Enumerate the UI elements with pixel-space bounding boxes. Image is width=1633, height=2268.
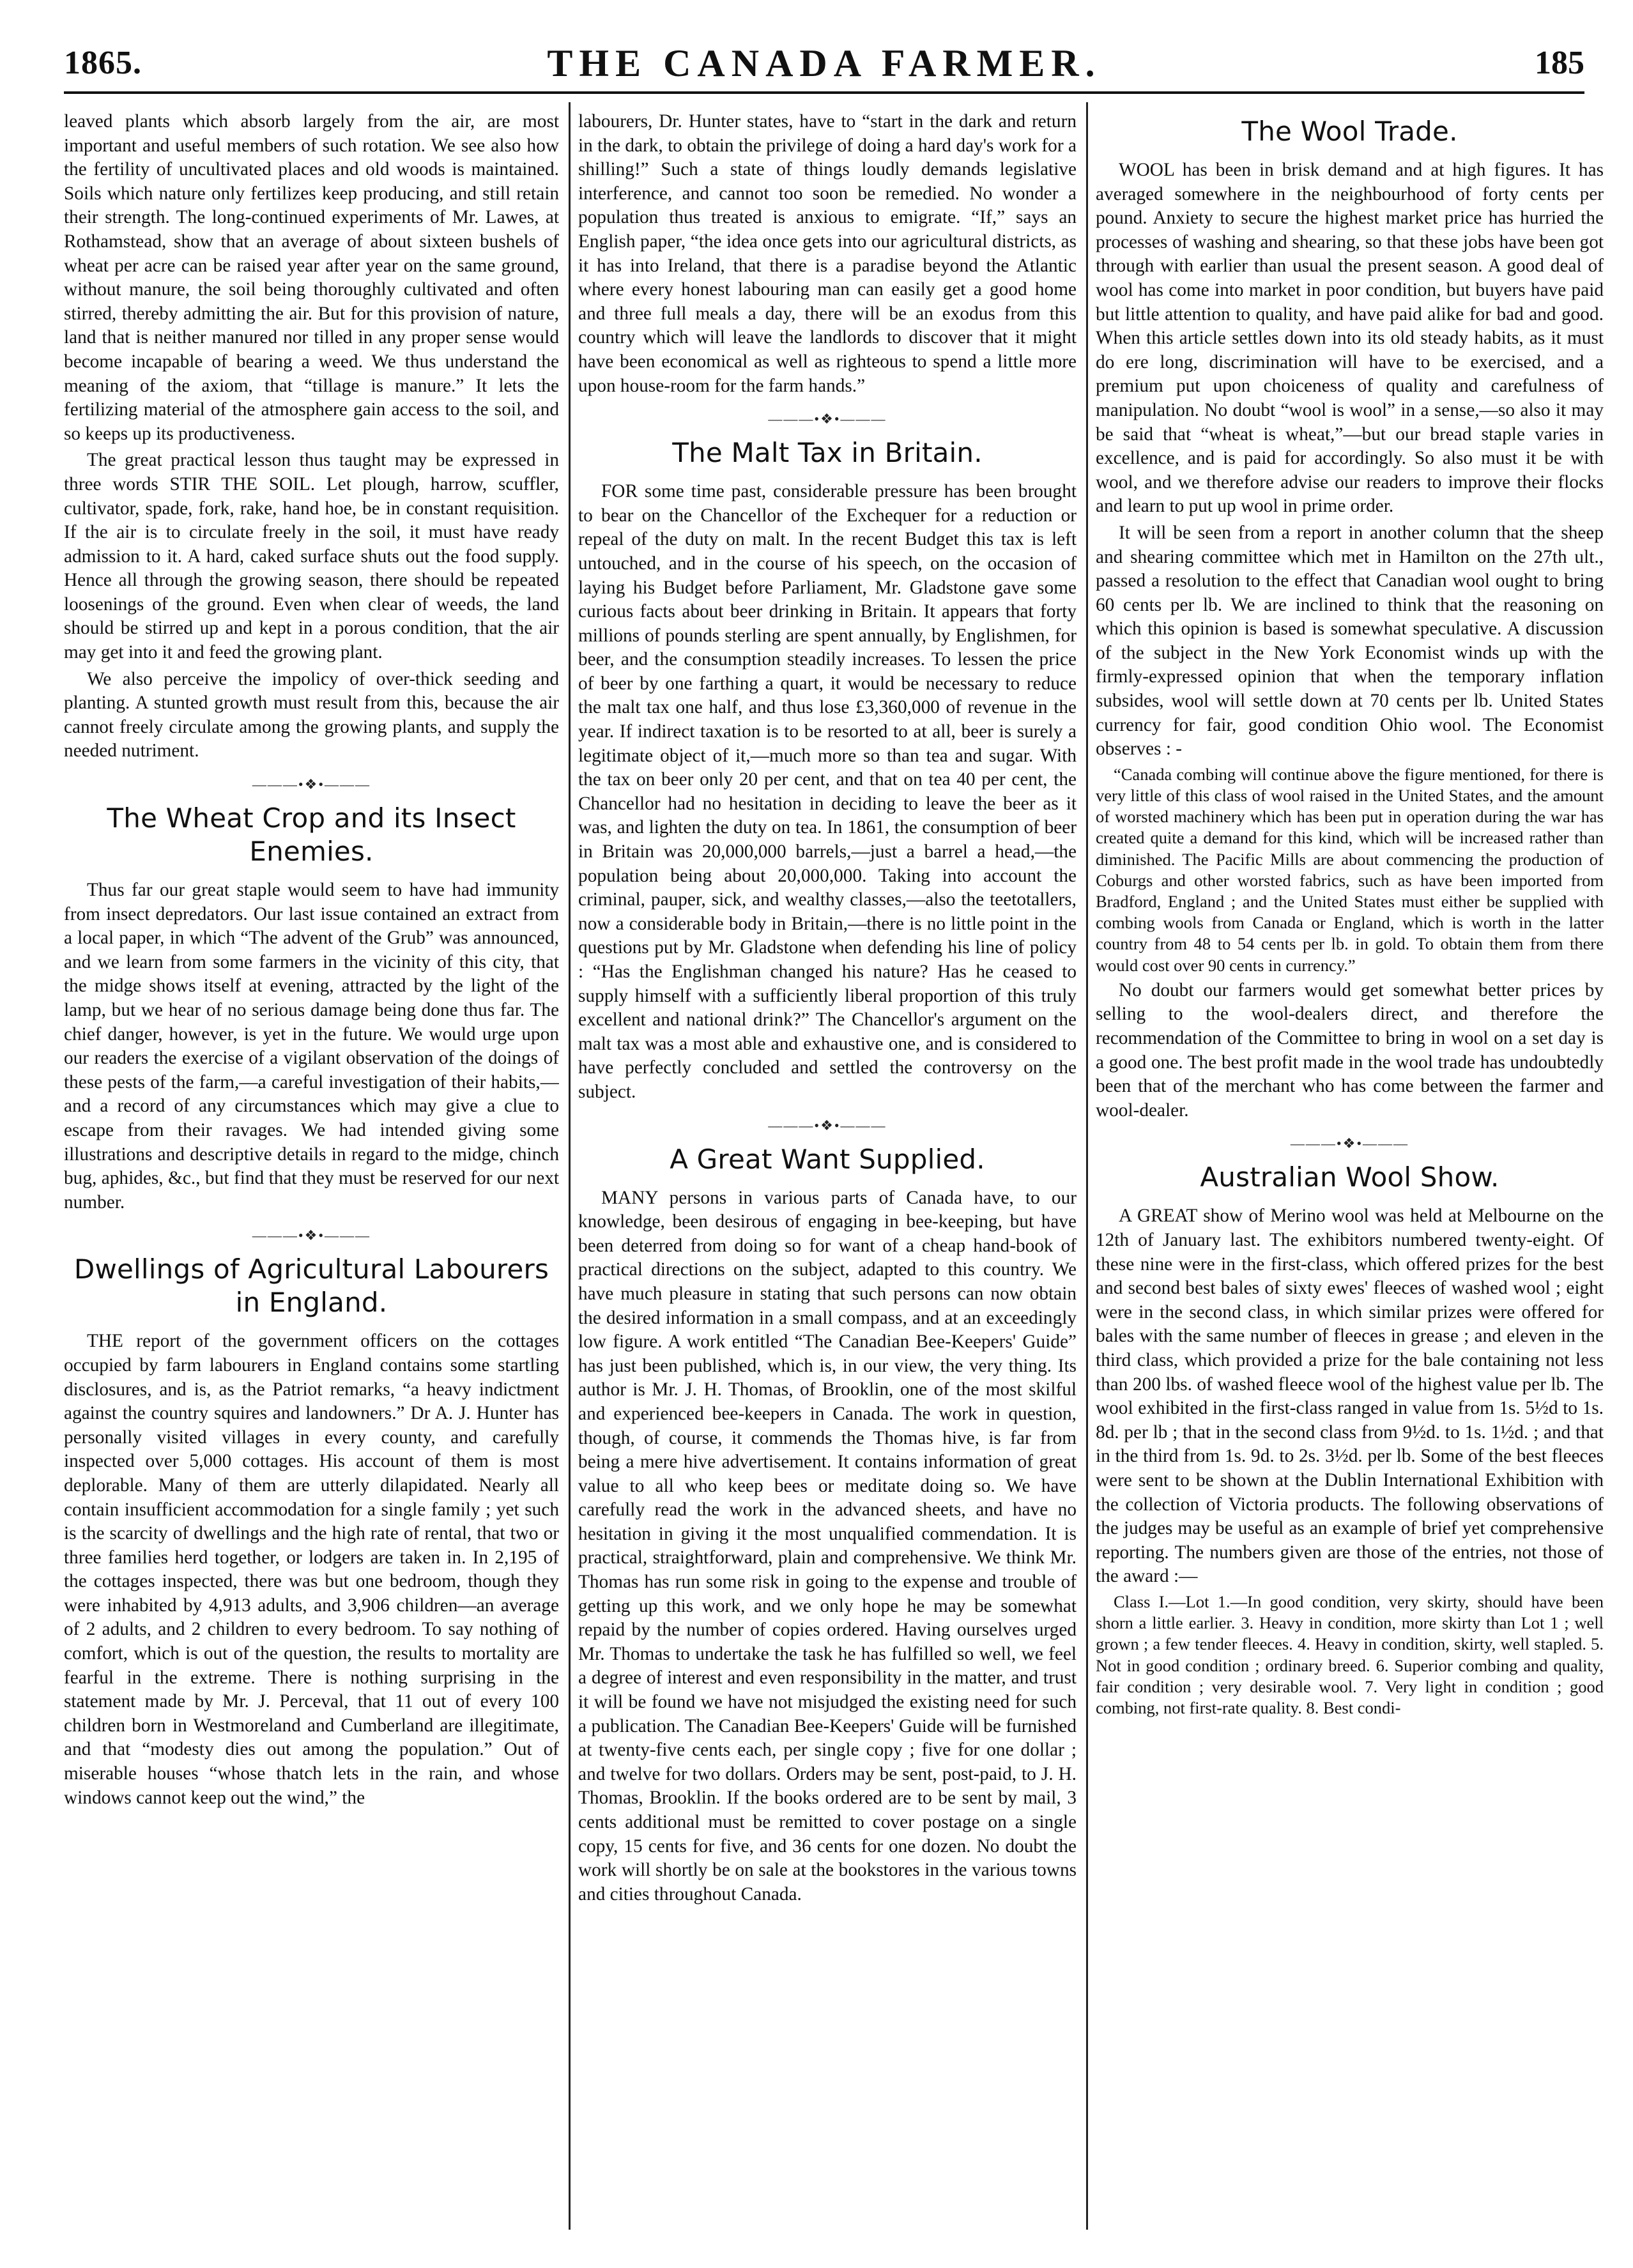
section-ornament: ———•❖•——— bbox=[768, 411, 887, 427]
newspaper-title: THE CANADA FARMER. bbox=[547, 42, 1101, 84]
headline-wheat-crop: The Wheat Crop and its Insect Enemies. bbox=[107, 802, 516, 868]
quoted-passage: “Canada combing will continue above the figure mentioned, for there is very little of this class of wool raised in the United States, and the amount of worsted machinery which has been put in operation during the war has created quite a demand for this kind, which will be increased rather than diminished. The Pacific Mills are about commencing the production of Coburgs and other worsted fabrics, such as have been imported from Bradford, England ; and the United States must either be supplied with combing wools from Canada or England, which is worth in the latter country from 48 to 54 cents per lb. in gold. To obtain them from there would cost over 90 cents in currency.” bbox=[1096, 764, 1604, 975]
headline-great-want: A Great Want Supplied. bbox=[670, 1143, 985, 1175]
masthead-rule bbox=[64, 91, 1584, 94]
article-paragraph: FOR some time past, considerable pressure has been brought to bear on the Chancellor of the Exchequer for a reduction or repeal of the duty on malt. In the recent Budget this tax is left untouched, and in the course of his speech, on the occasion of laying his Budget before Parliament, Mr. Gladstone gave some curious facts about beer drinking in Britain. It appears that forty millions of pounds sterling are spent annually, by Englishmen, for beer, and the consumption steadily increases. To lessen the price of beer by one farthing a quart, it would be necessary to reduce the malt tax one half, and thus lose £3,360,000 of revenue in the year. If indirect taxation is to be resorted to at all, beer is surely a legitimate object of it,—much more so than tea and sugar. With the tax on beer only 20 per cent, and that on tea 40 per cent, the Chancellor had no hesitation in deciding to leave the beer as it was, and lighten the duty on tea. In 1861, the consumption of beer in Britain was 20,000,000 barrels,—just a barrel a head,—the population being about 20,000,000. Taking into account the criminal, pauper, sick, and wealthy classes,—also the teetotallers, now a considerable body in Britain,—there is no little point in the questions put by Mr. Gladstone when defending his line of policy : “Has the Englishman changed his nature? Has he ceased to supply himself with a sufficiently liberal proportion of this truly excellent and national drink?” The Chancellor's argument on the malt tax was a most able and exhaustive one, and is considered to have perfectly concluded and settled the controversy on the subject. bbox=[578, 481, 1077, 1102]
article-paragraph: labourers, Dr. Hunter states, have to “start in the dark and return in the dark, to obtain the privilege of doing a hard day's work for a shilling!” Such a state of things loudly demands legislative interference, and cannot too soon be remedied. No wonder a population thus treated is anxious to emigrate. “If,” says an English paper, “the idea once gets into our agricultural districts, as it has into Ireland, that there is a paradise beyond the Atlantic where every honest labouring man can easily get a good home and three full meals a day, there will be an exodus from this country which will leave the landlords to discover that it might have been economical as well as righteous to spend a little more upon house-room for the farm hands.” bbox=[578, 111, 1077, 396]
headline-malt-tax: The Malt Tax in Britain. bbox=[672, 437, 983, 469]
column-divider-1 bbox=[569, 102, 571, 2230]
column-divider-2 bbox=[1086, 102, 1088, 2230]
article-paragraph: THE report of the government officers on the cottages occupied by farm labourers in England contains some startling disclosures, and is, as the Patriot remarks, “a heavy indictment against the country squires and landowners.” Dr A. J. Hunter has personally visited villages in every county, and carefully inspected over 5,000 cottages. His account of them is most deplorable. Many of them are utterly dilapidated. Nearly all contain insufficient accommodation for a single family ; yet such is the scarcity of dwellings and the high rate of rental, that two or three families herd together, or lodgers are taken in. In 2,195 of the cottages inspected, there was but one bedroom, though they were inhabited by 4,913 adults, and 3,906 children—an average of 2 adults, and 2 children to every bedroom. To say nothing of comfort, which is out of the question, the results to mortality are fearful in the extreme. There is nothing surprising in the statement made by Mr. J. Perceval, that 11 out of every 100 children born in Westmoreland and Cumberland are illegitimate, and that “modesty dies out among the population.” Out of miserable houses “whose thatch lets in the rain, and whose windows cannot keep out the wind,” the bbox=[64, 1331, 559, 1808]
article-paragraph: A GREAT show of Merino wool was held at Melbourne on the 12th of January last. The exhibitors numbered twenty-eight. Of these nine were in the first-class, which offered prizes for the best and second best bales of sixty ewes' fleeces of washed wool ; eight were in the second class, in which similar prizes were offered for bales with the same number of fleeces in grease ; and eleven in the third class, which provided a prize for the bale containing not less than 200 lbs. of washed fleece wool of the highest value per lb. The wool exhibited in the first-class ranged in value from 1s. 5½d to 1s. 8d. per lb ; that in the second class from 9½d. to 1s. 1½d. ; and that in the third from 1s. 9d. to 2s. 3½d. per lb. Some of the best fleeces were sent to be shown at the Dublin International Exhibition with the collection of Victoria products. The following observations of the judges may be useful as an example of brief yet comprehensive reporting. The numbers given are those of the entries, not those of the award :— bbox=[1096, 1206, 1604, 1587]
page-number: 185 bbox=[1535, 45, 1584, 81]
column-3 bbox=[1096, 110, 1604, 2231]
headline-australian-wool: Australian Wool Show. bbox=[1200, 1161, 1499, 1193]
issue-year: 1865. bbox=[64, 45, 142, 81]
article-paragraph: No doubt our farmers would get somewhat better prices by selling to the wool-dealers direct, and therefore the recommendation of the Committee to bring in wool on a set day is a good one. The best profit made in the wool trade has undoubtedly been that of the merchant who has come between the farmer and wool-dealer. bbox=[1096, 979, 1604, 1121]
headline-wool-trade: The Wool Trade. bbox=[1241, 116, 1458, 147]
headline-dwellings: Dwellings of Agricultural Labourers in England. bbox=[73, 1253, 549, 1319]
judges-report: Class I.—Lot 1.—In good condition, very skirty, should have been shorn a little earlier. 3. Heavy in condition, more skirty than Lot 1 ; well grown ; a few tender fleeces. 4. Heavy in condition, skirty, well stapled. 5. Not in good condition ; ordinary breed. 6. Superior combing and quality, fair condition ; very desirable wool. 7. Very light in condition ; good combing, not first-rate quality. 8. Best condi- bbox=[1096, 1591, 1604, 1717]
section-ornament: ———•❖•——— bbox=[768, 1117, 887, 1133]
column-1 bbox=[64, 110, 559, 2231]
masthead bbox=[64, 35, 1584, 96]
column-2 bbox=[578, 110, 1077, 2231]
article-paragraph: The great practical lesson thus taught may be expressed in three words STIR THE SOIL. Let plough, harrow, scuffler, cultivator, spade, fork, rake, hand hoe, be in constant requisition. If the air is to circulate freely in the soil, it must have ready admission to it. A hard, caked surface shuts out the food supply. Hence all through the growing season, there should be repeated loosenings of the ground. Even when clear of weeds, the land should be stirred up and kept in a porous condition, that the air may get into it and feed the growing plant. bbox=[64, 450, 559, 663]
article-paragraph: WOOL has been in brisk demand and at high figures. It has averaged somewhere in the neighbourhood of forty cents per pound. Anxiety to secure the highest market price has hurried the processes of washing and shearing, so that these jobs have been got through with earlier than usual the present season. A good deal of wool has come into market in poor condition, but buyers have paid but little attention to quality, and have paid alike for bad and good. When this article settles down into its old steady habits, as it must do ere long, discrimination will have to be exercised, and a premium put upon choiceness of quality and carefulness of manipulation. No doubt “wool is wool” in a sense,—so also it may be said that “wheat is wheat,”—but our bread staple varies in excellence, and is paid for accordingly. So also must it be with wool, and we therefore advise our readers to improve their flocks and learn to put up wool in prime order. bbox=[1096, 160, 1604, 517]
article-paragraph: leaved plants which absorb largely from the air, are most important and useful members of such rotation. We see also how the fertility of uncultivated places and old woods is maintained. Soils which nature only fertilizes keep producing, and still retain their strength. The long-continued experiments of Mr. Lawes, at Rothamstead, show that an average of about sixteen bushels of wheat per acre can be raised year after year on the same ground, without manure, the soil being thoroughly cultivated and often stirred, thereby admitting the air. But for this provision of nature, land that is neither manured nor tilled in any proper sense would become incapable of bearing a weed. We thus understand the meaning of the axiom, that “tillage is manure.” It lets the fertilizing material of the atmosphere gain access to the soil, and so keeps up its productiveness. bbox=[64, 111, 559, 444]
section-ornament: ———•❖•——— bbox=[1290, 1135, 1409, 1152]
article-paragraph: We also perceive the impolicy of over-thick seeding and planting. A stunted growth must result from this, because the air cannot freely circulate among the growing plants, and supply the needed nutriment. bbox=[64, 668, 559, 762]
article-paragraph: Thus far our great staple would seem to have had immunity from insect depredators. Our last issue contained an extract from a local paper, in which “The advent of the Grub” was announced, and we learn from some farmers in the vicinity of this city, that the midge shows itself at evening, attracted by the light of the lamp, but we hear of no serious damage being done thus far. The chief danger, however, is yet in the future. We would urge upon our readers the exercise of a vigilant observation of the doings of these pests of the farm,—a careful investigation of their habits,—and a record of any circumstances which may give a clue to escape from their ravages. We had intended giving some illustrations and descriptive details in regard to the midge, chinch bug, aphides, &c., but find that they must be reserved for our next number. bbox=[64, 880, 559, 1213]
article-paragraph: It will be seen from a report in another column that the sheep and shearing committee which met in Hamilton on the 27th ult., passed a resolution to the effect that Canadian wool ought to bring 60 cents per lb. We are inclined to think that the reasoning on which this opinion is based is somewhat speculative. A discussion of the subject in the New York Economist winds up with the firmly-expressed opinion that when the temporary inflation subsides, wool will settle down at 70 cents per lb. United States currency for fair, good condition Ohio wool. The Economist observes : - bbox=[1096, 522, 1604, 760]
section-ornament: ———•❖•——— bbox=[252, 776, 371, 793]
section-ornament: ———•❖•——— bbox=[252, 1227, 371, 1244]
article-paragraph: MANY persons in various parts of Canada have, to our knowledge, been desirous of engaging in bee-keeping, but have been deterred from doing so for want of a cheap hand-book of practical directions on the subject, adapted to this country. We have much pleasure in stating that such persons can now obtain the desired information in a small compass, and at an exceedingly low figure. A work entitled “The Canadian Bee-Keepers' Guide” has just been published, which is, in our view, the very thing. Its author is Mr. J. H. Thomas, of Brooklin, one of the most skilful and experienced bee-keepers in Canada. The work in question, though, of course, it commends the Thomas hive, is far from being a mere hive advertisement. It contains information of great value to all who keep bees or meditate doing so. We have carefully read the work in the advanced sheets, and have no hesitation in giving it the most unqualified commendation. It is practical, straightforward, plain and comprehensive. We think Mr. Thomas has run some risk in going to the expense and trouble of getting up this work, and we only hope he may be somewhat repaid by the number of copies ordered. Having ourselves urged Mr. Thomas to undertake the task he has fulfilled so well, we feel a degree of interest and even responsibility in the matter, and trust it will be found we have not misjudged the existing need for such a publication. The Canadian Bee-Keepers' Guide will be furnished at twenty-five cents each, per single copy ; five for one dollar ; and twelve for two dollars. Orders may be sent, post-paid, to J. H. Thomas, Brooklin. If the books ordered are to be sent by mail, 3 cents additional must be remitted to cover postage on a single copy, 15 cents for five, and 36 cents for one dozen. No doubt the work will shortly be on sale at the bookstores in the various towns and cities throughout Canada. bbox=[578, 1187, 1077, 1904]
